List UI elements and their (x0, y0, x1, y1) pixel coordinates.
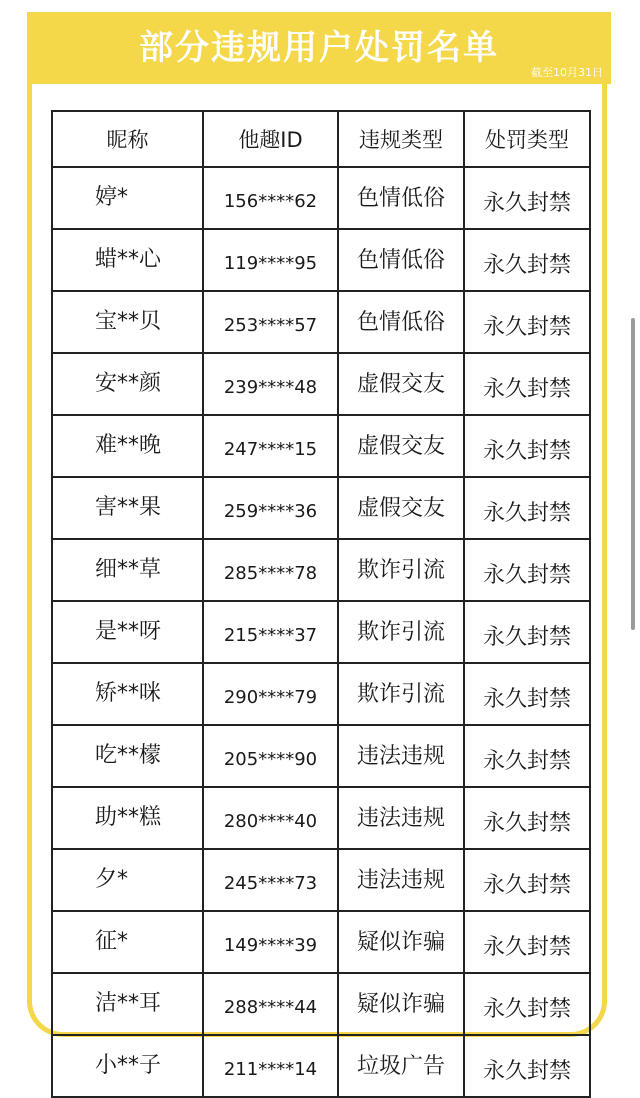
cell-violation-type: 色情低俗 (338, 167, 464, 229)
table-row (52, 353, 590, 415)
cell-penalty-type: 永久封禁 (464, 1035, 590, 1097)
cell-violation-type: 虚假交友 (338, 353, 464, 415)
cell-nickname: 细**草 (52, 539, 203, 601)
cell-penalty-type: 永久封禁 (464, 663, 590, 725)
cell-nickname: 难**晚 (52, 415, 203, 477)
cell-penalty-type: 永久封禁 (464, 415, 590, 477)
cell-nickname: 矫**咪 (52, 663, 203, 725)
column-header-violation: 违规类型 (338, 111, 464, 167)
cell-nickname: 害**果 (52, 477, 203, 539)
table-row (52, 787, 590, 849)
scrollbar[interactable] (631, 318, 635, 630)
column-header-nickname: 昵称 (52, 111, 203, 167)
cell-penalty-type: 永久封禁 (464, 539, 590, 601)
table-row (52, 539, 590, 601)
cell-violation-type: 色情低俗 (338, 229, 464, 291)
cell-user-id: 285****78 (203, 539, 338, 601)
cell-nickname: 蜡**心 (52, 229, 203, 291)
cell-user-id: 290****79 (203, 663, 338, 725)
cell-nickname: 是**呀 (52, 601, 203, 663)
cell-penalty-type: 永久封禁 (464, 353, 590, 415)
cell-penalty-type: 永久封禁 (464, 477, 590, 539)
cell-nickname: 助**糕 (52, 787, 203, 849)
cell-penalty-type: 永久封禁 (464, 291, 590, 353)
cell-penalty-type: 永久封禁 (464, 601, 590, 663)
cell-nickname: 婷* (52, 167, 203, 229)
page-title: 部分违规用户处罚名单 (139, 28, 499, 68)
table-row (52, 291, 590, 353)
cell-user-id: 215****37 (203, 601, 338, 663)
cell-penalty-type: 永久封禁 (464, 849, 590, 911)
cell-violation-type: 欺诈引流 (338, 539, 464, 601)
cell-nickname: 洁**耳 (52, 973, 203, 1035)
table-row (52, 725, 590, 787)
cell-user-id: 288****44 (203, 973, 338, 1035)
cell-user-id: 253****57 (203, 291, 338, 353)
table-header-row (52, 111, 590, 167)
cell-penalty-type: 永久封禁 (464, 229, 590, 291)
table-row (52, 911, 590, 973)
cell-user-id: 259****36 (203, 477, 338, 539)
title-banner (27, 12, 611, 84)
violation-table (51, 110, 591, 1098)
table-row (52, 415, 590, 477)
table-row (52, 477, 590, 539)
cell-penalty-type: 永久封禁 (464, 973, 590, 1035)
column-header-penalty: 处罚类型 (464, 111, 590, 167)
table-row (52, 973, 590, 1035)
cell-violation-type: 垃圾广告 (338, 1035, 464, 1097)
cell-user-id: 156****62 (203, 167, 338, 229)
column-header-id: 他趣ID (203, 111, 338, 167)
table-row (52, 849, 590, 911)
cell-violation-type: 欺诈引流 (338, 663, 464, 725)
cell-nickname: 吃**檬 (52, 725, 203, 787)
cell-nickname: 征* (52, 911, 203, 973)
cell-violation-type: 违法违规 (338, 787, 464, 849)
table-row (52, 229, 590, 291)
cell-user-id: 205****90 (203, 725, 338, 787)
cell-violation-type: 色情低俗 (338, 291, 464, 353)
cell-user-id: 245****73 (203, 849, 338, 911)
cell-violation-type: 虚假交友 (338, 415, 464, 477)
cell-user-id: 119****95 (203, 229, 338, 291)
cell-nickname: 小**子 (52, 1035, 203, 1097)
cell-penalty-type: 永久封禁 (464, 725, 590, 787)
table-body (52, 167, 590, 1097)
table-row (52, 601, 590, 663)
cell-nickname: 安**颜 (52, 353, 203, 415)
cell-violation-type: 虚假交友 (338, 477, 464, 539)
cell-violation-type: 违法违规 (338, 849, 464, 911)
table-row (52, 1035, 590, 1097)
cell-violation-type: 违法违规 (338, 725, 464, 787)
cell-user-id: 211****14 (203, 1035, 338, 1097)
cell-penalty-type: 永久封禁 (464, 911, 590, 973)
cell-violation-type: 疑似诈骗 (338, 973, 464, 1035)
cell-violation-type: 欺诈引流 (338, 601, 464, 663)
cell-user-id: 149****39 (203, 911, 338, 973)
cell-nickname: 宝**贝 (52, 291, 203, 353)
cell-user-id: 280****40 (203, 787, 338, 849)
cell-user-id: 239****48 (203, 353, 338, 415)
table-row (52, 167, 590, 229)
cell-user-id: 247****15 (203, 415, 338, 477)
cell-violation-type: 疑似诈骗 (338, 911, 464, 973)
cell-penalty-type: 永久封禁 (464, 787, 590, 849)
cell-penalty-type: 永久封禁 (464, 167, 590, 229)
table-row (52, 663, 590, 725)
date-note: 截至10月31日 (531, 66, 603, 79)
cell-nickname: 夕* (52, 849, 203, 911)
